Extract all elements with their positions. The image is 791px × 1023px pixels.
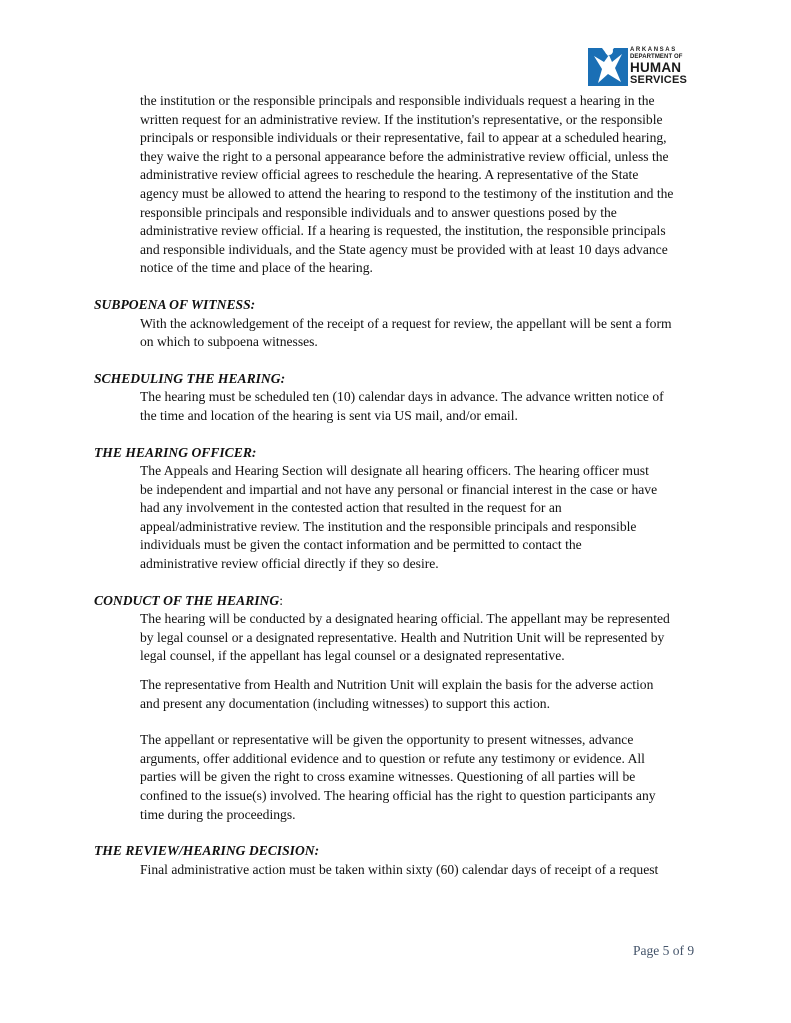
- heading-colon: :: [279, 592, 283, 608]
- text-line: The Appeals and Hearing Section will designate all hearing officers. The hearing officer must: [140, 463, 649, 479]
- text-line: parties will be given the right to cross examine witnesses. Questioning of all parties will be: [140, 769, 636, 785]
- text-line: had any involvement in the contested action that resulted in the request for an: [140, 500, 562, 516]
- intro-paragraph: [140, 92, 714, 278]
- logo-line-department: DEPARTMENT OF: [630, 54, 683, 60]
- text-line: The hearing will be conducted by a designated hearing official. The appellant may be represented: [140, 611, 670, 627]
- dhs-logo-text: [630, 47, 700, 86]
- text-line: and responsible individuals, and the State agency must be provided with at least 10 days advance: [140, 241, 668, 257]
- text-line: be independent and impartial and not have any personal or financial interest in the case or have: [140, 481, 658, 497]
- logo-line-services: SERVICES: [630, 73, 688, 86]
- text-line: the institution or the responsible principals and responsible individuals request a hearing in the: [140, 93, 655, 108]
- section-heading-subpoena: SUBPOENA OF WITNESS:: [94, 296, 256, 312]
- text-line: the time and location of the hearing is sent via US mail, and/or email.: [140, 407, 518, 423]
- document-body: [94, 92, 714, 879]
- logo-line-human: HUMAN: [630, 60, 682, 75]
- section-paragraph: [140, 676, 714, 713]
- section-heading-hearing-officer: THE HEARING OFFICER:: [94, 444, 257, 460]
- logo-line-arkansas: ARKANSAS: [630, 47, 677, 53]
- text-line: and present any documentation (including witnesses) to support this action.: [140, 695, 550, 711]
- text-line: appeal/administrative review. The institution and the responsible principals and responsible: [140, 518, 637, 534]
- text-line: administrative review official. If a hearing is requested, the institution, the responsible principals: [140, 223, 666, 239]
- text-line: With the acknowledgement of the receipt of a request for review, the appellant will be sent a form: [140, 315, 672, 331]
- text-line: Final administrative action must be taken within sixty (60) calendar days of receipt of a request: [140, 861, 659, 877]
- text-line: administrative review official directly if they so desire.: [140, 556, 439, 572]
- text-line: individuals must be given the contact information and be permitted to contact the: [140, 537, 582, 553]
- text-line: responsible principals and responsible individuals and to answer questions posed by the: [140, 204, 617, 220]
- section-paragraph: [140, 861, 714, 880]
- section-heading-scheduling: SCHEDULING THE HEARING:: [94, 370, 286, 386]
- text-line: agency must be allowed to attend the hearing to respond to the testimony of the institution and the: [140, 185, 674, 201]
- text-line: The representative from Health and Nutrition Unit will explain the basis for the adverse action: [140, 677, 654, 693]
- text-line: administrative review official agrees to reschedule the hearing. A representative of the State: [140, 167, 639, 183]
- heading-text: CONDUCT OF THE HEARING: [94, 592, 280, 608]
- text-line: legal counsel, if the appellant has legal counsel or a designated representative.: [140, 648, 565, 664]
- text-line: time during the proceedings.: [140, 806, 296, 822]
- section-paragraph: [140, 731, 714, 824]
- section-paragraph: [140, 315, 714, 352]
- text-line: by legal counsel or a designated representative. Health and Nutrition Unit will be represented by: [140, 629, 665, 645]
- text-line: confined to the issue(s) involved. The hearing official has the right to question participants any: [140, 788, 656, 803]
- text-line: principals or responsible individuals or their representative, fail to appear at a scheduled hearing,: [140, 130, 667, 146]
- section-heading-decision: THE REVIEW/HEARING DECISION:: [94, 843, 320, 859]
- dhs-star-figure-icon: [588, 46, 628, 88]
- page-number: Page 5 of 9: [633, 943, 695, 958]
- text-line: on which to subpoena witnesses.: [140, 334, 318, 350]
- text-line: The appellant or representative will be given the opportunity to present witnesses, advance: [140, 732, 634, 748]
- dhs-logo: [588, 46, 700, 88]
- section-paragraph: [140, 462, 714, 574]
- text-line: notice of the time and place of the hearing.: [140, 260, 373, 276]
- text-line: they waive the right to a personal appearance before the administrative review official, unless the: [140, 148, 669, 164]
- text-line: written request for an administrative review. If the institution's representative, or the responsible: [140, 111, 663, 127]
- text-line: arguments, offer additional evidence and to question or refute any testimony or evidence. All: [140, 750, 645, 766]
- section-paragraph: [140, 610, 714, 666]
- text-line: The hearing must be scheduled ten (10) calendar days in advance. The advance written notice of: [140, 389, 664, 405]
- section-paragraph: [140, 388, 714, 425]
- section-heading-conduct: [94, 592, 714, 611]
